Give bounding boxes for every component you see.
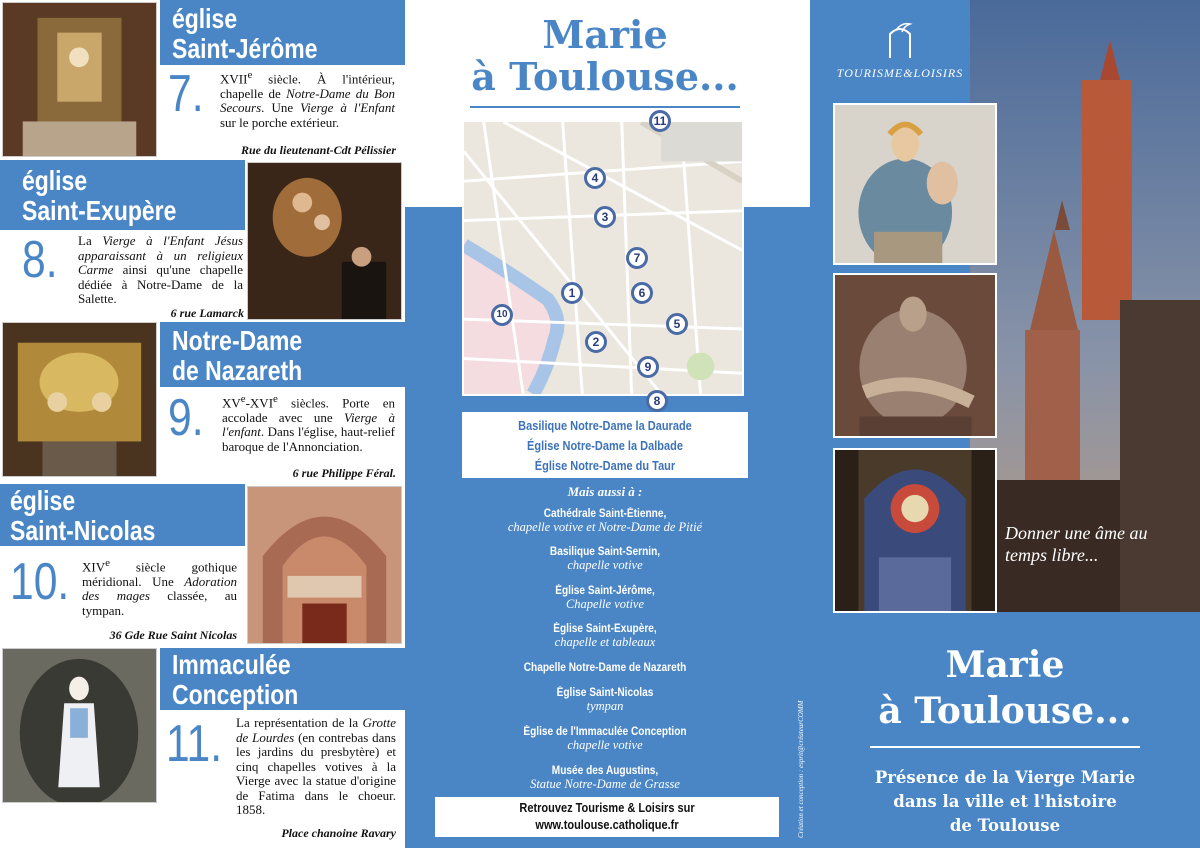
church-description: XVIIe siècle. À l'intérieur, chapelle de Notre-Dame du Bon Secours. Une Vierge à l'Enfant sur le porche extérieur. [220, 69, 395, 130]
design-credit: Création et conception : esprit@créateurCOMM [797, 700, 805, 838]
also-item [420, 725, 790, 752]
subtitle-line: de Toulouse [949, 816, 1061, 835]
church-number: 10. [10, 553, 70, 611]
cover-title [830, 642, 1180, 734]
also-item-name: Église Saint-Jérôme, [555, 585, 655, 597]
church-title-line: église [22, 165, 88, 196]
map-pin-7[interactable]: 7 [626, 247, 648, 269]
church-title-10 [10, 486, 155, 546]
also-item-name: Chapelle Notre-Dame de Nazareth [523, 662, 687, 674]
tagline: Donner une âme au temps libre... [1005, 523, 1148, 565]
photo-saint-nicolas-portal [247, 486, 402, 644]
church-title-8 [22, 166, 176, 226]
also-title: Mais aussi à : [567, 484, 643, 499]
church-title-line: Saint-Exupère [22, 195, 177, 226]
map-pin-2[interactable]: 2 [585, 331, 607, 353]
photo-saint-jerome-altar [2, 2, 157, 157]
church-address: Rue du lieutenant-Cdt Pélissier [240, 143, 396, 157]
also-item [420, 507, 790, 534]
map-pin-11[interactable]: 11 [649, 110, 671, 132]
also-item-sub: chapelle et tableaux [554, 635, 656, 649]
church-title-line: église [172, 3, 238, 34]
basilica-item: Église Notre-Dame la Dalbade [527, 439, 683, 453]
bird-arch-icon [880, 20, 920, 60]
map-graphic [464, 122, 742, 394]
also-item [420, 661, 790, 675]
church-number: 9. [168, 389, 204, 447]
logo-text: TOURISME&LOISIRS [836, 66, 964, 80]
church-description: XVe-XVIe siècles. Porte en accolade avec une Vierge à l'enfant. Dans l'église, haut-relief baroque de l'Annonciation. [222, 393, 395, 454]
tourisme-loisirs-logo [835, 18, 965, 88]
church-title-line: Immaculée [172, 649, 291, 680]
church-address: Place chanoine Ravary [281, 826, 396, 840]
also-item [420, 584, 790, 611]
basilica-list [462, 412, 748, 478]
map-pin-1[interactable]: 1 [561, 282, 583, 304]
map-pin-4[interactable]: 4 [584, 167, 606, 189]
church-title-line: église [10, 485, 76, 516]
photo-virgin-and-child-statue [833, 103, 997, 265]
church-address: 36 Gde Rue Saint Nicolas [109, 628, 237, 642]
photo-saint-exupere-painting [247, 162, 402, 320]
title-line: à Toulouse... [878, 690, 1132, 732]
also-item [420, 686, 790, 713]
church-title-line: Saint-Jérôme [172, 33, 318, 64]
map-pin-8[interactable]: 8 [646, 390, 668, 412]
church-title-9 [172, 326, 302, 386]
church-title-7 [172, 4, 317, 64]
website-caption: Retrouvez Tourisme & Loisirs sur [519, 801, 695, 815]
subtitle-line: Présence de la Vierge Marie [874, 768, 1136, 787]
map-pin-9[interactable]: 9 [637, 356, 659, 378]
also-item-sub: chapelle votive [567, 558, 643, 572]
also-item-sub: tympan [586, 699, 624, 713]
also-item-sub: Statue Notre-Dame de Grasse [530, 777, 680, 791]
title-line: à Toulouse... [471, 54, 739, 99]
cover-divider [870, 746, 1140, 748]
photo-chapel-interior [833, 448, 997, 613]
subtitle-line: dans la ville et l'histoire [893, 792, 1117, 811]
also-item [420, 622, 790, 649]
church-number: 11. [166, 715, 223, 773]
church-title-11 [172, 650, 298, 710]
title-divider [470, 106, 740, 108]
cover-subtitle [840, 766, 1170, 838]
photo-nazareth-retable [2, 322, 157, 477]
church-number: 7. [168, 65, 204, 123]
also-item-sub: chapelle votive [567, 738, 643, 752]
church-title-line: Saint-Nicolas [10, 515, 156, 546]
also-item-name: Musée des Augustins, [551, 765, 659, 777]
also-item-sub: chapelle votive et Notre-Dame de Pitié [507, 520, 703, 534]
church-number: 8. [22, 231, 58, 289]
also-item-name: Église de l'Immaculée Conception [523, 726, 687, 738]
also-item-name: Basilique Saint-Sernin, [549, 546, 661, 558]
also-item-name: Cathédrale Saint-Étienne, [543, 508, 667, 520]
website-link[interactable]: www.toulouse.catholique.fr [535, 818, 679, 832]
also-item [420, 545, 790, 572]
church-address: 6 rue Lamarck [170, 306, 244, 320]
church-description: La représentation de la Grotte de Lourdes (en contrebas dans les jardins du presbytère) et cinq chapelles votives à la Vierge avec la statue d'origine de Fatima dans le choeur. 1858. [236, 715, 396, 817]
title-line: Marie [542, 12, 668, 57]
church-title-line: Notre-Dame [172, 325, 303, 356]
also-item-sub: Chapelle votive [565, 597, 645, 611]
left-panel [0, 0, 405, 848]
map-pin-6[interactable]: 6 [631, 282, 653, 304]
church-title-line: Conception [172, 679, 299, 710]
website-box [435, 797, 779, 837]
photo-toulouse-bell-towers [970, 0, 1200, 612]
church-description: La Vierge à l'Enfant Jésus apparaissant à un religieux Carme ainsi qu'une chapelle dédiée à Notre-Dame de la Salette. [78, 233, 244, 306]
title-line: Marie [945, 644, 1065, 686]
city-map[interactable] [462, 120, 744, 396]
map-pin-10[interactable]: 10 [491, 304, 513, 326]
also-item-name: Église Saint-Nicolas [556, 687, 654, 699]
also-item-name: Église Saint-Exupère, [553, 623, 657, 635]
basilica-item: Église Notre-Dame du Taur [534, 459, 676, 473]
church-description: XIVe siècle gothique méridional. Une Adoration des mages classée, au tympan. [82, 557, 237, 618]
church-address: 6 rue Philippe Féral. [292, 466, 396, 480]
basilica-item: Basilique Notre-Dame la Daurade [518, 419, 692, 433]
middle-title [470, 14, 740, 98]
church-title-line: de Nazareth [172, 355, 303, 386]
map-pin-3[interactable]: 3 [594, 206, 616, 228]
also-item [420, 764, 790, 791]
photo-pieta-statue [833, 273, 997, 438]
photo-lourdes-grotto [2, 648, 157, 803]
map-pin-5[interactable]: 5 [666, 313, 688, 335]
